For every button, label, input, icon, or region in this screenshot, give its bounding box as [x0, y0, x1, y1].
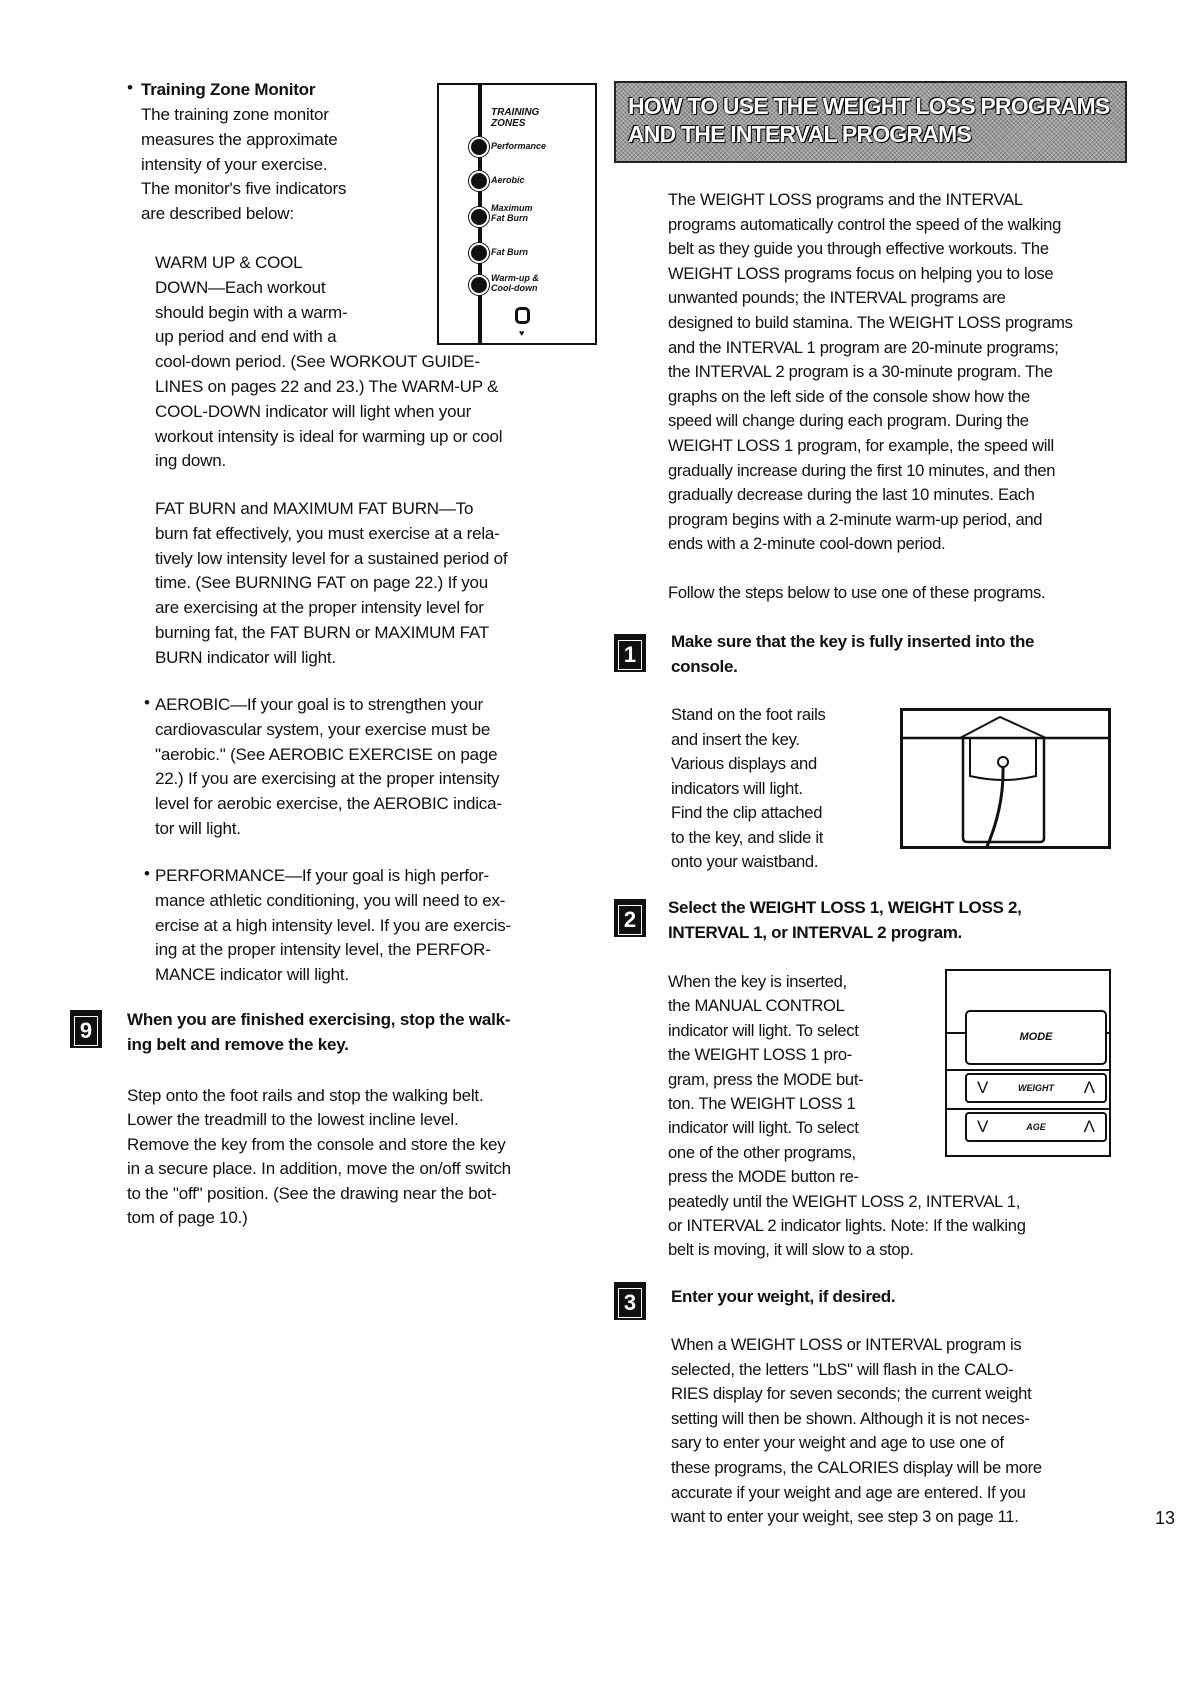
- text-line: should begin with a warm-: [155, 302, 348, 322]
- age-button: [965, 1112, 1107, 1142]
- text-line: designed to build stamina. The WEIGHT LOSS programs: [668, 312, 1073, 332]
- follow-steps-text: Follow the steps below to use one of these programs.: [668, 583, 1046, 602]
- weight-label: WEIGHT: [1017, 1083, 1054, 1093]
- text-line: MANCE indicator will light.: [155, 965, 349, 985]
- text-line: console.: [671, 656, 738, 676]
- text-line: sary to enter your weight and age to use one of: [671, 1433, 1004, 1453]
- text-line: PERFORMANCE—If your goal is high perfor-: [155, 866, 489, 885]
- text-line: in a secure place. In addition, move the on/off switch: [127, 1159, 511, 1179]
- text-line: Select the WEIGHT LOSS 1, WEIGHT LOSS 2,: [668, 898, 1022, 917]
- text-line: ing down.: [155, 451, 226, 471]
- banner-title-line: HOW TO USE THE WEIGHT LOSS PROGRAMS: [628, 93, 1110, 119]
- text-line: AEROBIC—If your goal is to strengthen your: [155, 695, 483, 714]
- text-line: press the MODE button re-: [668, 1167, 859, 1187]
- text-line: and the INTERVAL 1 program are 20-minute programs;: [668, 337, 1059, 357]
- step-1-text: [671, 703, 826, 875]
- down-arrow-icon: V: [977, 1078, 989, 1097]
- text-line: are exercising at the proper intensity level for: [155, 598, 484, 618]
- text-line: indicators will light.: [671, 778, 803, 798]
- text-line: setting will then be shown. Although it is not neces-: [671, 1408, 1030, 1428]
- text-line: When the key is inserted,: [668, 972, 847, 991]
- text-line: ercise at a high intensity level. If you are exercis-: [155, 915, 512, 935]
- text-line: INTERVAL 1, or INTERVAL 2 program.: [668, 922, 962, 942]
- text-line: onto your waistband.: [671, 852, 819, 871]
- text-line: the WEIGHT LOSS 1 pro-: [668, 1045, 852, 1065]
- step-9-text: [127, 1084, 511, 1230]
- performance-description: [155, 864, 511, 988]
- text-line: The WEIGHT LOSS programs and the INTERVAL: [668, 190, 1023, 209]
- text-line: LINES on pages 22 and 23.) The WARM-UP &: [155, 376, 499, 396]
- step-9-badge: 9: [70, 1010, 102, 1048]
- text-line: accurate if your weight and age are entered. If you: [671, 1482, 1026, 1502]
- weight-button: [965, 1073, 1107, 1103]
- text-line: FAT BURN and MAXIMUM FAT BURN—To: [155, 499, 474, 518]
- text-line: cardiovascular system, your exercise must be: [155, 719, 491, 739]
- text-line: tively low intensity level for a sustained period of: [155, 548, 508, 568]
- text-line: BURN indicator will light.: [155, 647, 336, 667]
- text-line: burn fat effectively, you must exercise at a rela-: [155, 523, 500, 543]
- indicator-light-icon: [469, 207, 489, 227]
- indicator-light-icon: [469, 171, 489, 191]
- text-line: When you are finished exercising, stop the walk-: [127, 1010, 511, 1029]
- banner-title-line: AND THE INTERVAL PROGRAMS: [628, 121, 971, 147]
- text-line: 22.) If you are exercising at the proper intensity: [155, 769, 500, 789]
- text-line: belt is moving, it will slow to a stop.: [668, 1240, 914, 1260]
- text-line: COOL-DOWN indicator will light when your: [155, 401, 472, 421]
- zone-label: Performance: [491, 141, 547, 151]
- down-arrow-icon: V: [977, 1117, 989, 1136]
- indicator-light-icon: [469, 137, 489, 157]
- text-line: WARM UP & COOL: [155, 253, 303, 272]
- up-arrow-icon: Λ: [1083, 1078, 1095, 1097]
- text-line: Step onto the foot rails and stop the walking belt.: [127, 1086, 484, 1105]
- text-line: the INTERVAL 2 program is a 30-minute program. The: [668, 362, 1053, 382]
- text-line: programs automatically control the speed of the walking: [668, 214, 1062, 234]
- text-line: Make sure that the key is fully inserted into the: [671, 632, 1035, 651]
- text-line: are described below:: [141, 204, 294, 224]
- text-line: Stand on the foot rails: [671, 705, 826, 724]
- text-line: measures the approximate: [141, 129, 338, 149]
- text-line: and insert the key.: [671, 729, 800, 749]
- training-zone-monitor-heading: Training Zone Monitor: [141, 80, 316, 99]
- text-line: tor will light.: [155, 818, 241, 838]
- step-2-heading: [668, 896, 1022, 945]
- text-line: to the "off" position. (See the drawing near the bot-: [127, 1183, 497, 1203]
- text-line: these programs, the CALORIES display will be more: [671, 1457, 1042, 1477]
- text-line: burning fat, the FAT BURN or MAXIMUM FAT: [155, 622, 489, 642]
- aerobic-description: [155, 693, 502, 842]
- text-line: unwanted pounds; the INTERVAL programs are: [668, 288, 1006, 308]
- up-arrow-icon: Λ: [1083, 1117, 1095, 1136]
- zones-title: TRAINING ZONES: [491, 107, 540, 129]
- text-line: up period and end with a: [155, 327, 337, 347]
- text-line: or INTERVAL 2 indicator lights. Note: If the walking: [668, 1216, 1026, 1236]
- text-line: want to enter your weight, see step 3 on page 11.: [671, 1507, 1019, 1527]
- step-1-badge: 1: [614, 634, 646, 672]
- text-line: ends with a 2-minute cool-down period.: [668, 534, 946, 554]
- bullet: •: [144, 693, 150, 712]
- text-line: WEIGHT LOSS programs focus on helping you to lose: [668, 263, 1054, 283]
- text-line: indicator will light. To select: [668, 1118, 859, 1138]
- console-buttons-diagram: [945, 969, 1111, 1157]
- text-line: The monitor's five indicators: [141, 179, 347, 199]
- text-line: ing at the proper intensity level, the PERFOR-: [155, 940, 491, 960]
- text-line: one of the other programs,: [668, 1142, 856, 1162]
- zone-label: Warm-up & Cool-down: [491, 273, 539, 293]
- step-3-heading: Enter your weight, if desired.: [671, 1287, 896, 1306]
- text-line: DOWN—Each workout: [155, 277, 326, 297]
- mode-button: MODE: [965, 1010, 1107, 1065]
- text-line: mance athletic conditioning, you will need to ex-: [155, 890, 506, 910]
- text-line: cool-down period. (See WORKOUT GUIDE-: [155, 352, 480, 372]
- step-2-badge: 2: [614, 899, 646, 937]
- text-line: ton. The WEIGHT LOSS 1: [668, 1094, 856, 1114]
- text-line: peatedly until the WEIGHT LOSS 2, INTERVAL 1,: [668, 1191, 1021, 1211]
- text-line: WEIGHT LOSS 1 program, for example, the speed will: [668, 435, 1054, 455]
- text-line: gram, press the MODE but-: [668, 1069, 864, 1089]
- text-line: "aerobic." (See AEROBIC EXERCISE on page: [155, 744, 498, 764]
- step-1-heading: [671, 630, 1034, 679]
- zone-label: Fat Burn: [491, 247, 528, 257]
- step-9-heading: [127, 1008, 510, 1058]
- step-3-text: [671, 1333, 1042, 1530]
- text-line: to the key, and slide it: [671, 827, 824, 847]
- heart-icon: ♥: [519, 328, 525, 338]
- text-line: RIES display for seven seconds; the current weight: [671, 1384, 1032, 1404]
- text-line: gradually decrease during the last 10 minutes. Each: [668, 485, 1035, 505]
- text-line: belt as they guide you through effective workouts. The: [668, 239, 1049, 259]
- text-line: time. (See BURNING FAT on page 22.) If you: [155, 573, 489, 593]
- text-line: intensity of your exercise.: [141, 154, 328, 174]
- text-line: gradually increase during the first 10 minutes, and then: [668, 460, 1056, 480]
- intro-paragraph: [668, 188, 1073, 557]
- warmup-description: [155, 251, 502, 474]
- text-line: level for aerobic exercise, the AEROBIC indica-: [155, 794, 502, 814]
- section-banner: [614, 81, 1127, 163]
- zone-monitor-text: [141, 103, 346, 227]
- text-line: the MANUAL CONTROL: [668, 996, 845, 1016]
- age-label: AGE: [1026, 1122, 1046, 1132]
- text-line: Remove the key from the console and store the key: [127, 1134, 506, 1154]
- text-line: Find the clip attached: [671, 803, 823, 822]
- text-line: ing belt and remove the key.: [127, 1034, 349, 1054]
- text-line: Various displays and: [671, 754, 817, 773]
- text-line: The training zone monitor: [141, 105, 329, 124]
- text-line: indicator will light. To select: [668, 1020, 859, 1040]
- text-line: When a WEIGHT LOSS or INTERVAL program is: [671, 1335, 1022, 1354]
- key-insert-diagram: [900, 708, 1111, 849]
- text-line: graphs on the left side of the console show how the: [668, 386, 1030, 406]
- text-line: Lower the treadmill to the lowest incline level.: [127, 1110, 459, 1130]
- fatburn-description: [155, 497, 507, 671]
- text-line: speed will change during each program. During the: [668, 411, 1029, 431]
- text-line: program begins with a 2-minute warm-up period, and: [668, 509, 1043, 529]
- bullet: •: [127, 78, 133, 97]
- text-line: tom of page 10.): [127, 1208, 248, 1228]
- page-number: 13: [1155, 1508, 1176, 1528]
- heart-sensor-icon: [515, 307, 530, 324]
- text-line: workout intensity is ideal for warming up or cool: [155, 426, 503, 446]
- zone-label: Aerobic: [491, 175, 525, 185]
- step-3-badge: 3: [614, 1282, 646, 1320]
- zone-label: Maximum Fat Burn: [491, 203, 533, 223]
- text-line: selected, the letters "LbS" will flash in the CALO-: [671, 1359, 1014, 1379]
- bullet: •: [144, 864, 150, 883]
